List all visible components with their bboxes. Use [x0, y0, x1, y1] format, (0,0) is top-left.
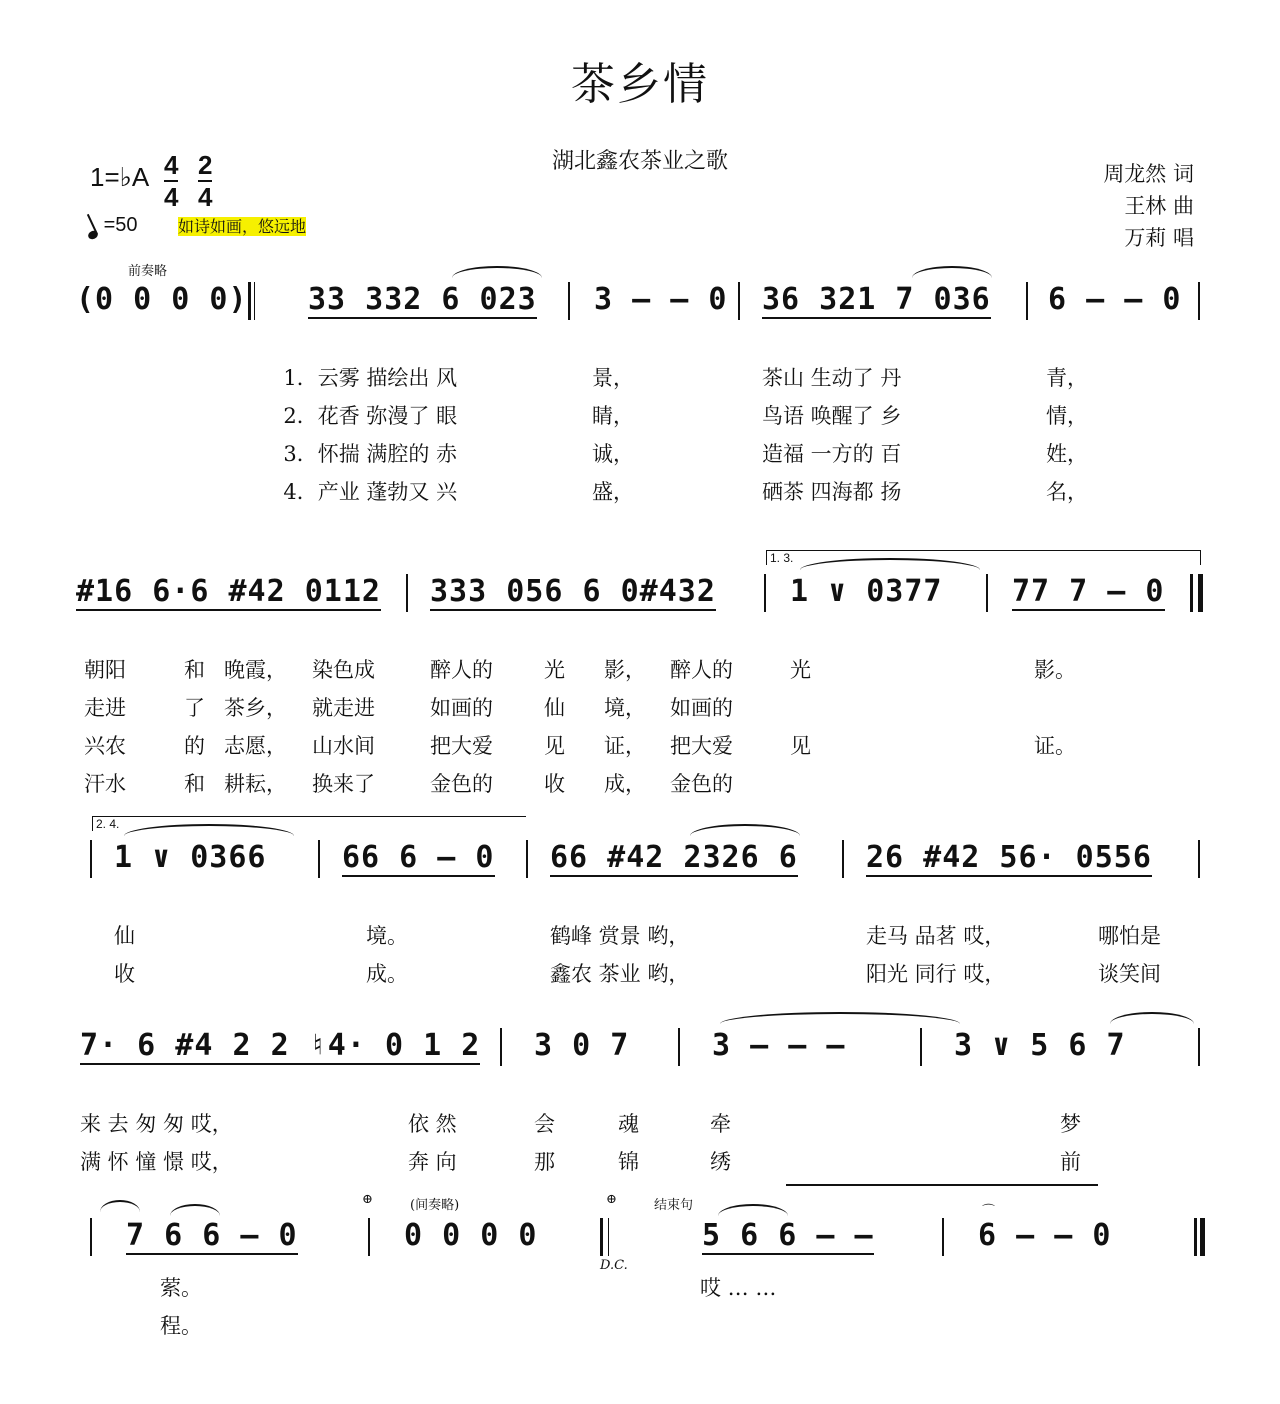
barline [764, 574, 766, 612]
lyric-verse-2: 走进 了 茶乡， 就走进 如画的 仙 境， 如画的 [84, 696, 733, 720]
time-signature-4-4 [164, 150, 178, 212]
final-barline [1200, 1218, 1205, 1256]
measure-17: 7 6 6 – 0 [126, 1218, 298, 1253]
measure-1: 33 332 6 023 [308, 282, 537, 317]
meter-denominator: 4 [198, 182, 213, 212]
measure-20: 6 – – 0 [978, 1218, 1112, 1253]
lyricist-credit: 周龙然 词 [1103, 162, 1194, 186]
volta-bracket-1: 1. 3. [766, 550, 1201, 565]
barline [842, 840, 844, 878]
measure-10: 66 6 – 0 [342, 840, 495, 875]
lyrics-system-3 [114, 896, 1194, 986]
lyric-verse-2: 满 怀 憧 憬 哎， 奔 向 那 锦 绣 前 [80, 1150, 1081, 1174]
ending-label: 结束句 [654, 1198, 694, 1213]
barline [1198, 840, 1200, 878]
intro-label: 前奏略 [128, 264, 168, 279]
measure-14: 3 0 7 [534, 1028, 630, 1063]
lyric-ending: 哎 … … [700, 1276, 777, 1300]
slur [452, 266, 542, 278]
lyric-verse-1-end: 萦。 [160, 1276, 202, 1300]
barline [500, 1028, 502, 1066]
lyric-verse-3: 兴农 的 志愿， 山水间 把大爱 见 证， 把大爱 见 证。 [84, 734, 1076, 758]
measure-19: 5 6 6 – – [702, 1218, 874, 1253]
measure-8: 77 7 – 0 [1012, 574, 1165, 609]
tempo-value: =50 [103, 214, 138, 236]
repeat-barline [248, 282, 251, 320]
lyric-verse-4: 汗水 和 耕耘， 换来了 金色的 收 成， 金色的 [84, 772, 733, 796]
intro-rest: (0 0 0 0) [76, 282, 248, 317]
fermata-icon: ⌒ [982, 1204, 996, 1219]
barline [406, 574, 408, 612]
crescendo-line [786, 1184, 1098, 1186]
coda-sign-icon: ⊕ [362, 1192, 373, 1207]
lyric-verse-1: 仙 境。 鹤峰 赏景 哟， 走马 品茗 哎， 哪怕是 [114, 924, 1161, 948]
barline [942, 1218, 944, 1256]
meter-numerator: 4 [164, 150, 179, 180]
measure-3: 36 321 7 036 [762, 282, 991, 317]
barline [318, 840, 320, 878]
expression-text: 如诗如画，悠远地 [178, 217, 307, 236]
lyrics-system-2 [84, 630, 1084, 796]
repeat-barline [254, 282, 255, 320]
barline [986, 574, 988, 612]
expression-marking [178, 214, 306, 237]
measure-18: 0 0 0 0 [404, 1218, 538, 1253]
lyric-verse-2: 收 成。 鑫农 茶业 哟， 阳光 同行 哎， 谈笑间 [114, 962, 1161, 986]
credits [1034, 158, 1194, 254]
tempo-marking [88, 214, 138, 237]
barline [526, 840, 528, 878]
lyric-verse-2: 2．花香 弥漫了 眼 睛， 鸟语 唤醒了 乡 情， [283, 404, 1088, 428]
key-signature: 1=♭A [90, 162, 150, 192]
measure-6: 333 056 6 0#432 [430, 574, 716, 609]
slur [912, 266, 992, 278]
tie [170, 1204, 220, 1216]
lyric-verse-4: 4．产业 蓬勃又 兴 盛， 硒茶 四海都 扬 名， [283, 480, 1088, 504]
coda-sign-icon: ⊕ [606, 1192, 617, 1207]
barline [90, 1218, 92, 1256]
lyrics-system-4 [80, 1084, 1180, 1174]
song-subtitle: 湖北鑫农茶业之歌 [551, 149, 728, 174]
dc-marking: D.C. [600, 1258, 628, 1273]
meter-denominator: 4 [164, 182, 179, 212]
end-repeat-barline [600, 1218, 603, 1256]
tie [718, 1204, 788, 1216]
composer-credit: 王林 曲 [1124, 194, 1194, 218]
measure-9: 1 ∨ 0366 [114, 840, 267, 875]
measure-13: 7· 6 #4 2 2 ♮4· 0 1 2 [80, 1028, 481, 1063]
tie [100, 1200, 140, 1212]
lyric-verse-1: 朝阳 和 晚霞， 染色成 醉人的 光 影， 醉人的 光 影。 [84, 658, 1076, 682]
measure-11: 66 #42 2326 6 [550, 840, 798, 875]
lyric-verse-3: 3．怀揣 满腔的 赤 诚， 造福 一方的 百 姓， [283, 442, 1088, 466]
end-repeat-barline [608, 1218, 609, 1256]
measure-4: 6 – – 0 [1048, 282, 1182, 317]
meter-numerator: 2 [198, 150, 213, 180]
singer-credit: 万莉 唱 [1124, 226, 1194, 250]
end-repeat-barline [1198, 574, 1203, 612]
lyric-verse-2-end: 程。 [160, 1314, 202, 1338]
measure-15: 3 – – – [712, 1028, 846, 1063]
end-repeat-barline [1190, 574, 1193, 612]
time-signature-2-4 [198, 150, 212, 212]
measure-5: #16 6·6 #42 0112 [76, 574, 381, 609]
measure-7: 1 ∨ 0377 [790, 574, 943, 609]
measure-16: 3 ∨ 5 6 7 [954, 1028, 1126, 1063]
interlude-label: (间奏略) [410, 1198, 460, 1213]
barline [90, 840, 92, 878]
barline [568, 282, 570, 320]
barline [1198, 282, 1200, 320]
barline [678, 1028, 680, 1066]
final-barline [1194, 1218, 1197, 1256]
song-title: 茶乡情 [571, 59, 709, 110]
barline [1198, 1028, 1200, 1066]
slur [1110, 1012, 1194, 1024]
measure-12: 26 #42 56· 0556 [866, 840, 1152, 875]
barline [920, 1028, 922, 1066]
lyric-verse-1: 来 去 匆 匆 哎， 依 然 会 魂 牵 梦 [80, 1112, 1081, 1136]
barline [1026, 282, 1028, 320]
tie [720, 1012, 960, 1024]
quarter-note-icon [87, 229, 99, 240]
barline [738, 282, 740, 320]
measure-2: 3 – – 0 [594, 282, 728, 317]
slur [690, 824, 800, 836]
barline [368, 1218, 370, 1256]
lyric-verse-1: 1．云雾 描绘出 风 景， 茶山 生动了 丹 青， [283, 366, 1088, 390]
volta-bracket-2: 2. 4. [92, 816, 526, 831]
